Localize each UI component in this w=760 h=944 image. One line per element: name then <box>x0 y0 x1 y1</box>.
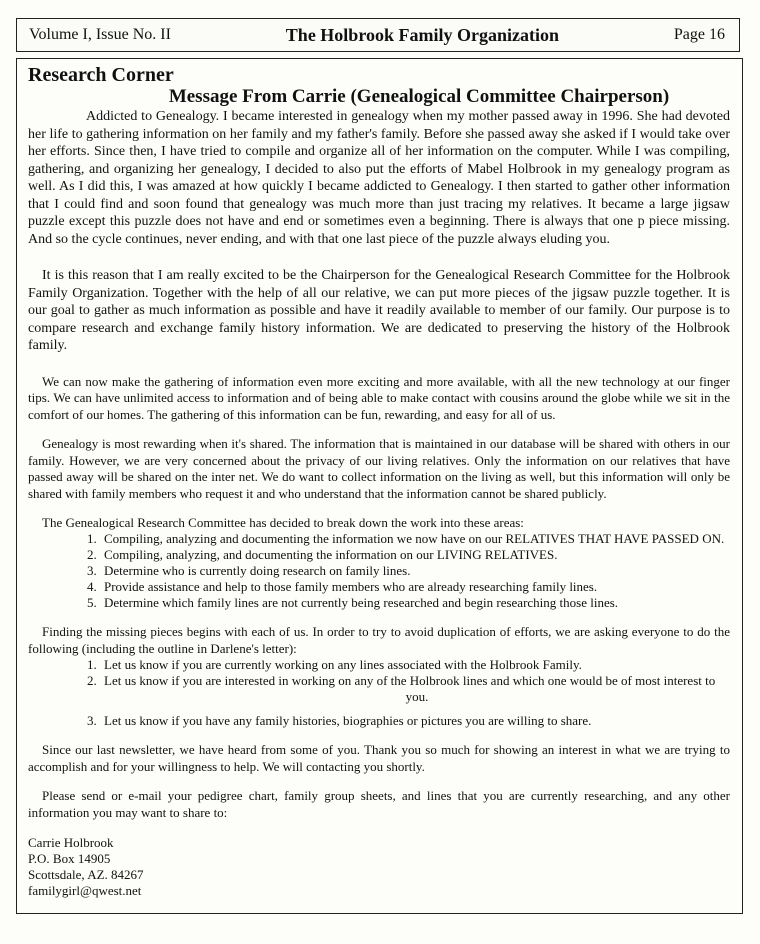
list-item: 3. Determine who is currently doing research on family lines. <box>100 563 730 579</box>
paragraph-sharing: Genealogy is most rewarding when it's shared. The information that is maintained in our database will be shared with others in our family. However, we are very concerned about the privacy of our living relatives. Only the information on our relatives that have passed away will be shared on the inter net. We do want to collect information on the living as well, but this information will only be shared with family members who request it and who understand that the information cannot be shared publicly. <box>28 436 730 501</box>
list-item: 4. Provide assistance and help to those family members who are already researching family lines. <box>100 579 730 595</box>
contact-po-box: P.O. Box 14905 <box>28 851 111 866</box>
list-item: 5. Determine which family lines are not currently being researched and begin researching those lines. <box>100 595 730 611</box>
contact-email[interactable]: familygirl@qwest.net <box>28 883 142 898</box>
message-title: Message From Carrie (Genealogical Committee Chairperson) <box>168 86 670 107</box>
section-title: Research Corner <box>28 64 174 86</box>
outline-list <box>28 657 730 729</box>
list-item-continuation: you. <box>405 689 429 704</box>
areas-intro: The Genealogical Research Committee has decided to break down the work into these areas: <box>42 515 524 530</box>
contact-city: Scottsdale, AZ. 84267 <box>28 867 144 882</box>
areas-list <box>28 531 730 611</box>
issue-label: Volume I, Issue No. II <box>29 26 171 43</box>
paragraph-missing-pieces: Finding the missing pieces begins with each of us. In order to try to avoid duplication of efforts, we are asking everyone to do the following (including the outline in Darlene's letter): <box>28 624 730 656</box>
paragraph-send: Please send or e-mail your pedigree chart, family group sheets, and lines that you are currently researching, and any other information you may want to share to: <box>28 788 730 820</box>
paragraph-technology: We can now make the gathering of information even more exciting and more available, with all the new technology at our finger tips. We can have unlimited access to information and of being able to make contact with cousins around the globe while we sit in the comfort of our homes. The gathering of this information can be fun, rewarding, and easy for all of us. <box>28 373 730 422</box>
page-header <box>16 18 740 52</box>
article-frame <box>16 58 743 914</box>
paragraph-chairperson: It is this reason that I am really excited to be the Chairperson for the Genealogical Research Committee for the Holbrook Family Organization. Together with the help of all our relative, we can put more pieces of the jigsaw puzzle together. It is our goal to gather as much information as possible and have it readily available to member of our family. Our purpose is to compare research and exchange family history information. We are dedicated to preserving the history of the Holbrook family. <box>28 268 730 353</box>
list-item <box>100 673 730 705</box>
list-item: 3. Let us know if you have any family histories, biographies or pictures you are willing to share. <box>100 713 730 729</box>
page-number: Page 16 <box>673 26 725 43</box>
paragraph-addicted: Addicted to Genealogy. I became interested in genealogy when my mother passed away in 1996. She had devoted her life to gathering information on her family and my father's family. Before she passed away she asked if I would take over her efforts. Since then, I have tried to compile and organize all of her information on the computer. While I was compiling, gathering, and organizing her genealogy, I decided to also put the efforts of Mabel Holbrook in my genealogy program as well. As I did this, I was amazed at how quickly I became addicted to Genealogy. I then started to gather other information that I could find and soon found that genealogy was much more than just tracing my relatives. It became a large jigsaw puzzle except this puzzle does not have and end or sometimes even a beginning. There is always that one p piece missing. And so the cycle continues, never ending, and with that one last piece of the puzzle always eluding you. <box>28 109 730 247</box>
contact-address <box>28 835 730 899</box>
contact-name: Carrie Holbrook <box>28 835 114 850</box>
list-item: 1. Compiling, analyzing and documenting the information we now have on our RELATIVES THAT HAVE PASSED ON. <box>100 531 730 547</box>
newsletter-title: The Holbrook Family Organization <box>285 24 559 45</box>
list-item-text: Let us know if you are interested in working on any of the Holbrook lines and which one would be of most interest to <box>104 673 716 688</box>
paragraph-thanks: Since our last newsletter, we have heard from some of you. Thank you so much for showing an interest in what we are trying to accomplish and for your willingness to help. We will contacting you shortly. <box>28 742 730 774</box>
list-item: 1. Let us know if you are currently working on any lines associated with the Holbrook Family. <box>100 657 730 673</box>
list-item: 2. Compiling, analyzing, and documenting the information on our LIVING RELATIVES. <box>100 547 730 563</box>
